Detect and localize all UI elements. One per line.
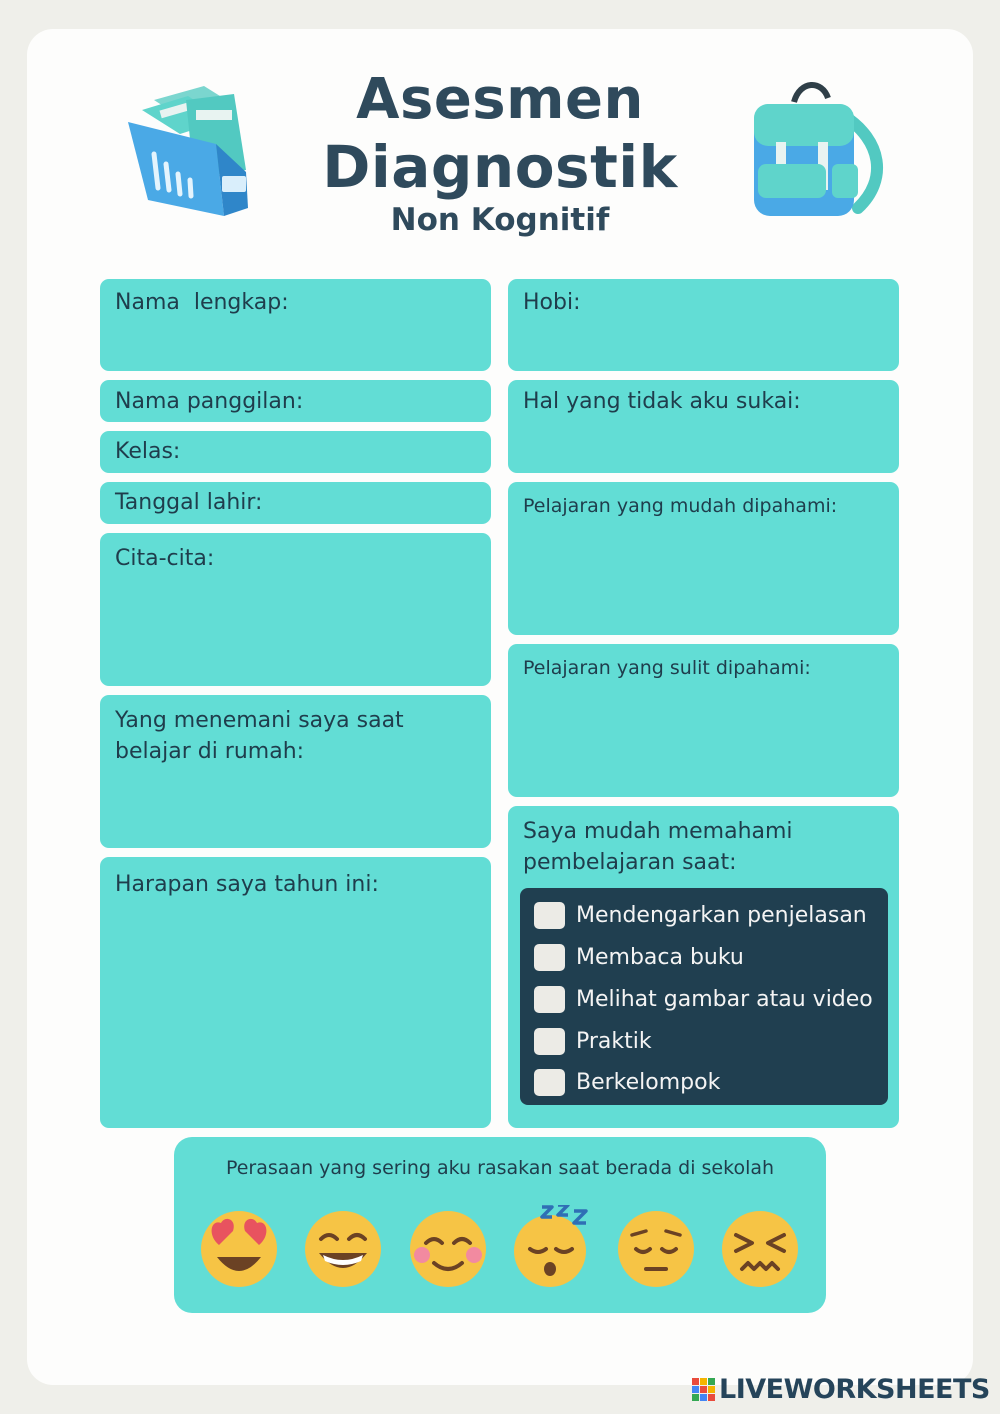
option-label: Melihat gambar atau video: [576, 986, 873, 1012]
confounded-icon[interactable]: [718, 1205, 802, 1289]
option-label: Mendengarkan penjelasan: [576, 902, 867, 928]
nama-lengkap-label: Nama lengkap:: [115, 290, 289, 315]
tidak-disukai-field[interactable]: [508, 380, 899, 473]
nama-lengkap-field[interactable]: [100, 279, 491, 371]
tanggal-lahir-field[interactable]: [100, 482, 491, 524]
checkbox[interactable]: [534, 944, 565, 971]
option-label: Berkelompok: [576, 1069, 721, 1095]
book-holder-icon: [124, 80, 254, 220]
menemani-label: Yang menemani saya saat belajar di rumah:: [115, 708, 404, 764]
checkbox[interactable]: [534, 1069, 565, 1096]
subtitle: Non Kognitif: [390, 202, 610, 238]
title-line-1: Asesmen: [356, 67, 644, 132]
liveworksheets-logo: [692, 1372, 990, 1406]
nama-panggilan-field[interactable]: [100, 380, 491, 422]
pelajaran-mudah-label: Pelajaran yang mudah dipahami:: [523, 495, 838, 517]
hobi-label: Hobi:: [523, 290, 581, 315]
option-praktik[interactable]: [534, 1024, 652, 1058]
feelings-label: Perasaan yang sering aku rasakan saat berada di sekolah: [225, 1157, 775, 1179]
title-line-2: Diagnostik: [322, 133, 678, 201]
harapan-label: Harapan saya tahun ini:: [115, 872, 379, 897]
learning-options-panel: [520, 888, 888, 1105]
checkbox[interactable]: [534, 1028, 565, 1055]
hobi-field[interactable]: [508, 279, 899, 371]
grinning-icon[interactable]: [301, 1205, 385, 1289]
pensive-icon[interactable]: [614, 1205, 698, 1289]
checkbox[interactable]: [534, 902, 565, 929]
backpack-icon: [748, 80, 888, 220]
menemani-field[interactable]: [100, 695, 491, 848]
cita-cita-label: Cita-cita:: [115, 546, 215, 571]
pelajaran-mudah-field[interactable]: [508, 482, 899, 635]
harapan-field[interactable]: [100, 857, 491, 1128]
checkbox[interactable]: [534, 986, 565, 1013]
option-melihat[interactable]: [534, 982, 873, 1016]
heart-eyes-icon[interactable]: [197, 1205, 281, 1289]
option-label: Membaca buku: [576, 944, 744, 970]
footer-brand: LIVEWORKSHEETS: [719, 1373, 990, 1405]
option-membaca[interactable]: [534, 940, 744, 974]
logo-grid-icon: [692, 1378, 715, 1401]
tanggal-lahir-label: Tanggal lahir:: [115, 490, 263, 515]
sleeping-icon[interactable]: [510, 1205, 594, 1289]
pelajaran-sulit-label: Pelajaran yang sulit dipahami:: [523, 657, 811, 679]
kelas-field[interactable]: [100, 431, 491, 473]
option-label: Praktik: [576, 1028, 652, 1054]
tidak-disukai-label: Hal yang tidak aku sukai:: [523, 389, 801, 414]
option-mendengarkan[interactable]: [534, 898, 867, 932]
learning-style-label: Saya mudah memahami pembelajaran saat:: [523, 819, 793, 875]
kelas-label: Kelas:: [115, 439, 181, 464]
pelajaran-sulit-field[interactable]: [508, 644, 899, 797]
smiling-blush-icon[interactable]: [406, 1205, 490, 1289]
option-berkelompok[interactable]: [534, 1065, 720, 1099]
nama-panggilan-label: Nama panggilan:: [115, 389, 304, 414]
cita-cita-field[interactable]: [100, 533, 491, 686]
